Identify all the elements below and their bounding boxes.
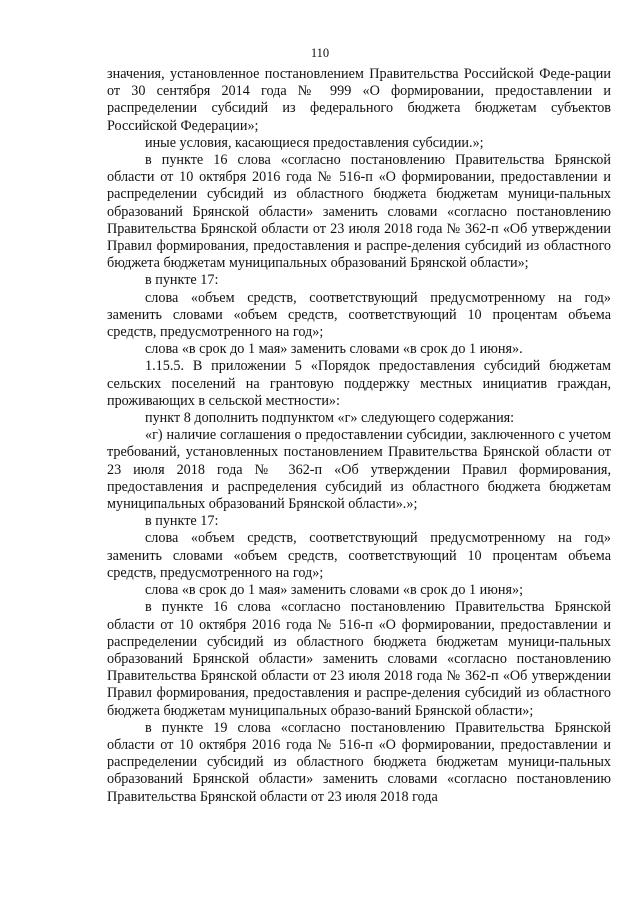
paragraph: иные условия, касающиеся предоставления субсидии.»; xyxy=(145,134,484,151)
paragraph: в пункте 17: xyxy=(145,513,219,530)
paragraph: слова «объем средств, соответствующий предусмотренному на год» заменить словами «объем средств, соответствующий 10 процентам объема средств, предусмотренного на год»; xyxy=(107,289,611,341)
paragraph: 1.15.5. В приложении 5 «Порядок предоставления субсидий бюджетам сельских поселений на грантовую поддержку местных инициатив граждан, проживающих в сельской местности»: xyxy=(107,358,611,409)
page-number: 110 xyxy=(310,46,330,60)
paragraph: в пункте 16 слова «согласно постановлению Правительства Брянской области от 10 октября 2016 года № 516-п «О формировании, предоставлении и распределении субсидий из областного бюджета бюджетам муници-пальных образований Брянской области» заменить словами «согласно постановлению Правительства Брянской области от 23 июля 2018 года № 362-п «Об утверждении Правил формирования, предоставления и распре-деления субсидий из областного бюджета бюджетам муниципальных образований Брянской области»; xyxy=(107,152,611,272)
paragraph: слова «объем средств, соответствующий предусмотренному на год» заменить словами «объем средств, соответствующий 10 процентам объема средств, предусмотренного на год»; xyxy=(107,530,611,581)
paragraph: слова «в срок до 1 мая» заменить словами «в срок до 1 июня»; xyxy=(145,582,524,599)
paragraph: в пункте 17: xyxy=(145,272,219,289)
document-body xyxy=(107,66,611,806)
paragraph: «г) наличие соглашения о предоставлении субсидии, заключенного с учетом требований, установленных постановлением Правительства Брянской области от 23 июля 2018 года № 362-п «Об утверждении Правил формирования, предоставления и распределения субсидий из областного бюджета бюджетам муниципальных образований Брянской области».»; xyxy=(107,427,611,513)
paragraph: слова «в срок до 1 мая» заменить словами «в срок до 1 июня». xyxy=(145,341,523,358)
paragraph: значения, установленное постановлением Правительства Российской Феде-рации от 30 сентября 2014 года № 999 «О формировании, предоставлении и распределении субсидий из федерального бюджета бюджетам субъектов Российской Федерации»; xyxy=(107,66,611,134)
paragraph: в пункте 19 слова «согласно постановлению Правительства Брянской области от 10 октября 2016 года № 516-п «О формировании, предоставлении и распределении субсидий из областного бюджета бюджетам муници-пальных образований Брянской области» заменить словами «согласно постановлению Правительства Брянской области от 23 июля 2018 года xyxy=(107,719,611,805)
paragraph: в пункте 16 слова «согласно постановлению Правительства Брянской области от 10 октября 2016 года № 516-п «О формировании, предоставлении и распределении субсидий из областного бюджета бюджетам муници-пальных образований Брянской области» заменить словами «согласно постановлению Правительства Брянской области от 23 июля 2018 года № 362-п «Об утверждении Правил формирования, предоставления и распре-деления субсидий из областного бюджета бюджетам муниципальных образо-ваний Брянской области»; xyxy=(107,599,611,719)
paragraph: пункт 8 дополнить подпунктом «г» следующего содержания: xyxy=(145,410,515,427)
